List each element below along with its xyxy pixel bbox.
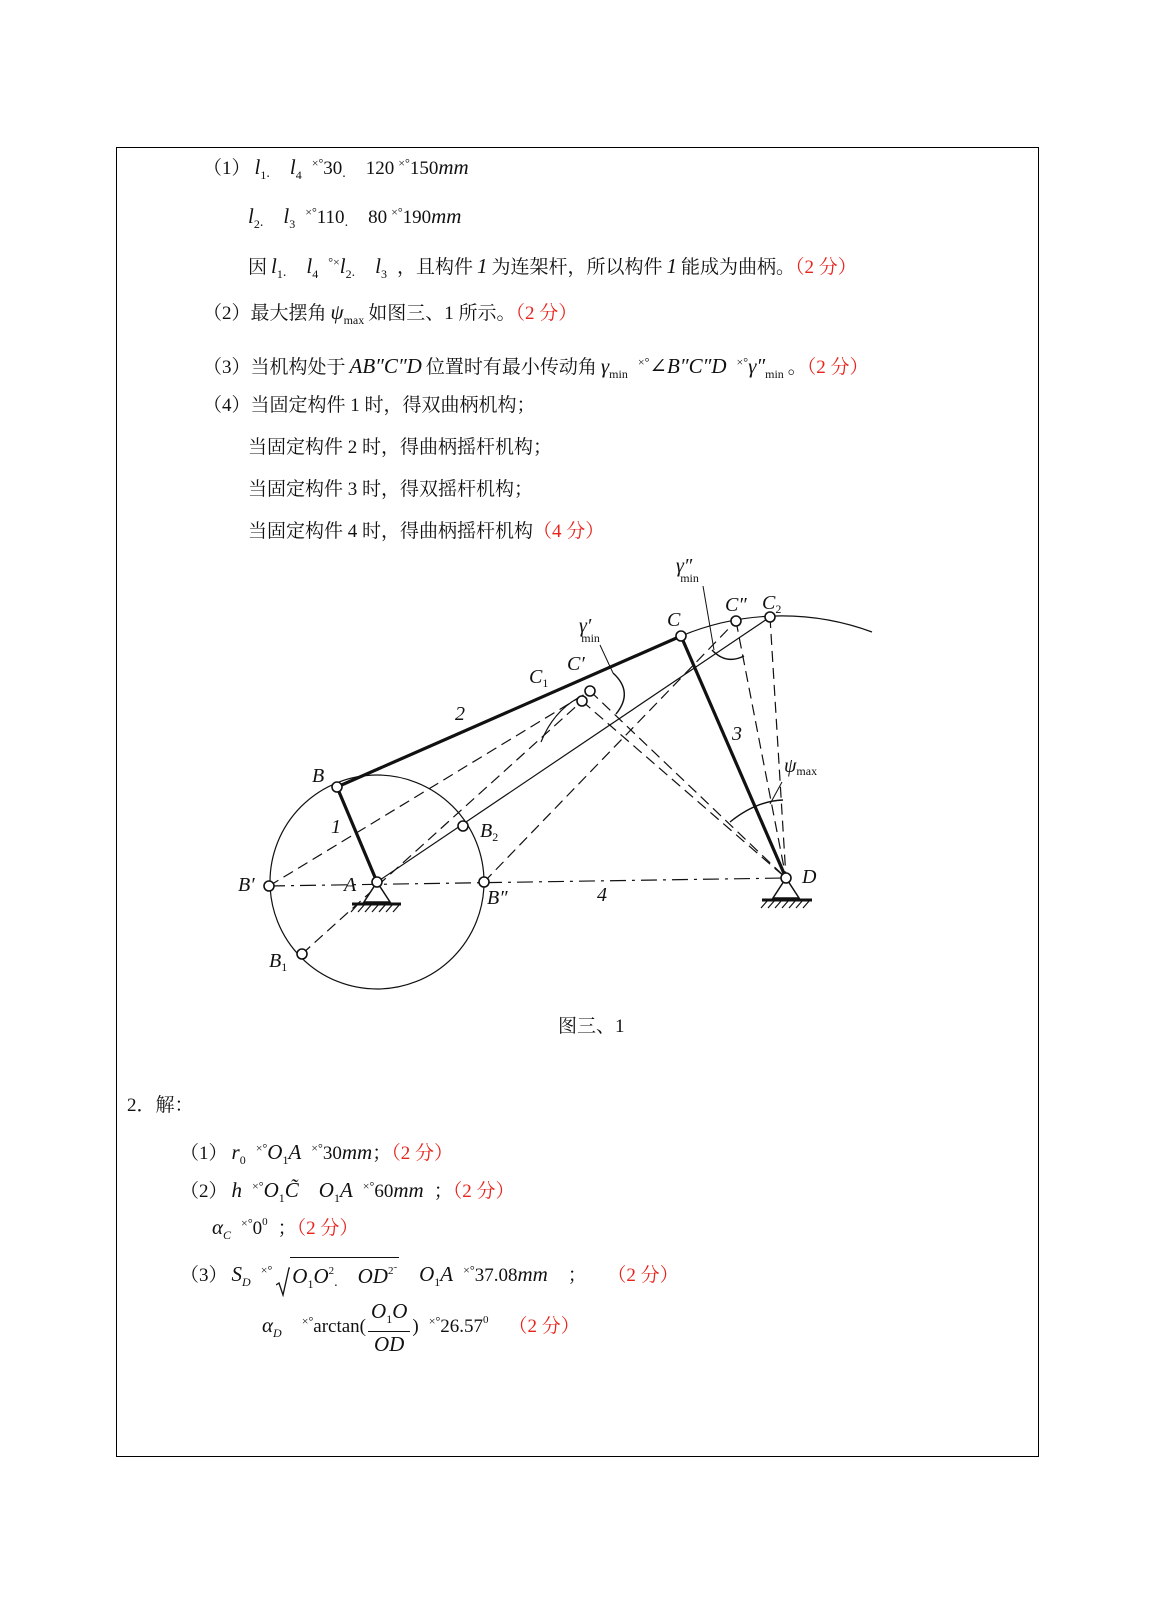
text: 最大摆角 xyxy=(250,303,327,324)
unit: mm xyxy=(438,155,469,179)
fraction-numerator xyxy=(368,1299,410,1332)
caption-text: 图三、1 xyxy=(558,1016,625,1037)
math-var: l xyxy=(339,254,346,278)
operator-glyph: ×° xyxy=(398,156,410,170)
subscript: 1 xyxy=(434,1275,441,1289)
q1-line-3 xyxy=(248,248,857,281)
subscript: 1 xyxy=(333,1191,340,1205)
math-var: l xyxy=(271,254,277,278)
mechanism-diagram xyxy=(117,545,1040,1005)
math-var: l xyxy=(254,155,261,179)
text: 如图三、1 所示。 xyxy=(368,303,516,324)
q2-line-4 xyxy=(180,1252,679,1291)
math-var: 1 xyxy=(476,254,488,278)
subscript: 1 xyxy=(282,1153,289,1167)
operator-glyph: ×° xyxy=(301,1314,314,1328)
math-var: 1 xyxy=(666,254,677,278)
subscript: D xyxy=(242,1275,251,1289)
label-b1: $B_1$ xyxy=(269,950,288,974)
link-3-cd xyxy=(681,636,786,878)
label-a: A xyxy=(344,874,357,896)
math-var: l xyxy=(283,204,290,228)
math-expr: ∠B″C″D xyxy=(649,354,727,378)
math-var: O xyxy=(267,1140,283,1164)
number: 120 xyxy=(365,158,395,179)
score-mark: （2 分） xyxy=(806,357,869,378)
subscript: 1 xyxy=(386,1312,393,1327)
subscript: 4 xyxy=(295,168,302,182)
operator-glyph: ×° xyxy=(311,156,324,170)
operator-glyph: ×° xyxy=(255,1141,268,1155)
function-name: arctan( xyxy=(313,1316,367,1337)
subscript: 1 xyxy=(260,168,267,182)
score-mark: （2 分） xyxy=(508,1316,580,1337)
label-link-4: 4 xyxy=(597,884,607,906)
math-var: h xyxy=(231,1178,243,1202)
subscript: 3 xyxy=(380,267,387,281)
item-number: （3） xyxy=(180,1265,228,1286)
label-link-2: 2 xyxy=(455,703,465,725)
math-var: l xyxy=(289,155,296,179)
dot-mark: . xyxy=(351,265,356,280)
link-1-ab xyxy=(337,787,377,882)
superscript: 2 xyxy=(387,1264,394,1277)
subscript: D xyxy=(273,1326,282,1340)
subscript: 0 xyxy=(239,1153,246,1167)
label-d: D xyxy=(802,866,817,888)
subscript: 2 xyxy=(345,267,352,281)
item-number: （4） xyxy=(203,395,251,416)
text: ； xyxy=(433,1181,453,1202)
joint-b-prime xyxy=(264,881,274,891)
label-b-prime: B′ xyxy=(238,874,255,896)
subscript: min xyxy=(609,367,628,381)
operator-glyph: °× xyxy=(328,255,340,269)
c-locus-arc-small xyxy=(541,698,578,742)
heading-text: 2．解： xyxy=(127,1095,194,1116)
math-var: O xyxy=(392,1299,408,1324)
text: 当固定构件 1 时，得双曲柄机构； xyxy=(250,395,536,416)
q1-line-5 xyxy=(203,348,869,381)
label-psi-max: ψmax xyxy=(784,755,818,778)
operator-glyph: ×° xyxy=(637,355,650,369)
operator-glyph: ×° xyxy=(260,1263,273,1277)
operator-glyph: ×° xyxy=(311,1141,323,1155)
gamma-p-arc xyxy=(613,673,624,714)
line-cpp-d xyxy=(736,621,786,878)
line-cp-d xyxy=(590,691,786,878)
q1-line-9 xyxy=(248,518,604,546)
text: 当固定构件 2 时，得曲柄摇杆机构； xyxy=(248,437,553,458)
number: 190 xyxy=(402,207,432,228)
subscript: 2 xyxy=(253,217,260,231)
math-var: C̃ xyxy=(284,1178,299,1202)
figure-caption xyxy=(558,1013,625,1041)
fraction xyxy=(368,1299,410,1356)
gamma-pp-arc xyxy=(712,650,744,659)
q1-line-4 xyxy=(203,298,577,326)
math-var: A xyxy=(440,1262,454,1286)
label-c2: $C_2$ xyxy=(762,592,782,616)
label-b: B xyxy=(312,765,325,787)
joint-b2 xyxy=(458,821,468,831)
gamma-pp-leader xyxy=(703,586,714,650)
unit: mm xyxy=(341,1140,373,1164)
text: 能成为曲柄。 xyxy=(681,257,796,278)
label-link-3: 3 xyxy=(732,723,742,745)
operator-glyph: ×° xyxy=(736,355,749,369)
joint-c-prime xyxy=(585,686,595,696)
number: 26.57 xyxy=(440,1316,484,1337)
item-number: （3） xyxy=(203,357,251,378)
math-var: O xyxy=(292,1263,308,1288)
label-gamma-pp-min: γ″ min xyxy=(676,555,699,585)
score-mark: （2 分） xyxy=(452,1181,515,1202)
operator-glyph: ×° xyxy=(428,1314,441,1328)
math-var: γ″ xyxy=(748,354,766,378)
math-var: l xyxy=(375,254,381,278)
joint-b xyxy=(332,782,342,792)
q2-line-1 xyxy=(180,1134,453,1167)
math-var: A xyxy=(339,1178,353,1202)
text: 当固定构件 4 时，得曲柄摇杆机构 xyxy=(248,521,534,542)
subscript: 1 xyxy=(307,1276,314,1291)
label-c-prime: C′ xyxy=(567,653,585,675)
dot-mark: . xyxy=(266,166,270,181)
subscript: 4 xyxy=(312,267,319,281)
q2-line-5 xyxy=(262,1290,580,1357)
number: 0 xyxy=(252,1218,263,1239)
math-var: O xyxy=(419,1262,435,1286)
math-var: α xyxy=(262,1313,274,1337)
q2-line-3 xyxy=(212,1208,359,1242)
operator-glyph: ×° xyxy=(305,205,317,219)
label-c-double-prime: C″ xyxy=(725,594,747,616)
item-number: （1） xyxy=(180,1143,228,1164)
joint-d xyxy=(781,873,791,883)
label-c1: $C_1$ xyxy=(529,666,549,690)
number: 110 xyxy=(316,207,345,228)
math-var: OD xyxy=(357,1263,388,1288)
superscript: 0 xyxy=(262,1216,268,1228)
text: ； xyxy=(567,1265,587,1286)
math-var: O xyxy=(371,1299,387,1324)
item-number: （1） xyxy=(203,158,251,179)
label-link-1: 1 xyxy=(331,816,341,838)
dot-mark: . xyxy=(282,265,287,280)
score-mark: （2 分） xyxy=(795,257,857,278)
item-number: （2） xyxy=(180,1181,228,1202)
text: 当机构处于 xyxy=(250,357,346,378)
fraction-denominator: OD xyxy=(374,1332,405,1357)
q2-heading xyxy=(127,1092,194,1120)
subscript: min xyxy=(765,367,784,381)
superscript: 2 xyxy=(328,1264,335,1277)
math-var: ψ xyxy=(330,300,344,324)
subscript: C xyxy=(223,1228,232,1242)
operator-glyph: ×° xyxy=(252,1179,264,1193)
text: 。 xyxy=(787,357,807,378)
math-var: l xyxy=(306,254,313,278)
dot-mark: . xyxy=(334,1274,338,1290)
text: 位置时有最小传动角 xyxy=(425,357,597,378)
label-gamma-p-min: γ′ min xyxy=(579,615,600,645)
unit: mm xyxy=(517,1262,548,1286)
dot-mark: . xyxy=(259,215,264,230)
operator-glyph: ×° xyxy=(362,1179,375,1193)
close-paren: ) xyxy=(412,1316,419,1337)
dot-mark: . xyxy=(342,166,346,181)
subscript: 1 xyxy=(278,1191,285,1205)
math-var: l xyxy=(248,204,254,228)
superscript: 0 xyxy=(483,1314,489,1326)
joint-c xyxy=(676,631,686,641)
number: 150 xyxy=(409,158,439,179)
joint-c1 xyxy=(577,696,587,706)
number: 60 xyxy=(374,1181,394,1202)
unit: mm xyxy=(393,1178,424,1202)
line-c1-d xyxy=(582,701,786,878)
item-number: （2） xyxy=(203,303,251,324)
math-var: S xyxy=(231,1262,243,1286)
math-var: O xyxy=(313,1263,329,1288)
text: 当固定构件 3 时，得双摇杆机构； xyxy=(248,479,534,500)
q1-line-7 xyxy=(248,434,552,462)
math-var: O xyxy=(318,1178,334,1202)
line-bp-cp xyxy=(269,691,590,886)
dot-mark: . xyxy=(344,215,349,230)
text: 因 xyxy=(248,257,268,278)
number: 37.08 xyxy=(474,1265,518,1286)
q1-line-8 xyxy=(248,476,533,504)
label-c: C xyxy=(667,609,681,631)
math-var: r xyxy=(231,1140,240,1164)
subscript: 3 xyxy=(289,217,296,231)
joint-b1 xyxy=(297,949,307,959)
score-mark: （2 分） xyxy=(391,1143,453,1164)
line-bpp-cpp xyxy=(484,621,736,882)
operator-glyph: ×° xyxy=(391,205,403,219)
text: ； xyxy=(372,1143,392,1164)
text: ； xyxy=(277,1218,297,1239)
tilde-mark: ˜ xyxy=(393,1264,398,1277)
q2-line-2 xyxy=(180,1172,515,1205)
label-b-double-prime: B″ xyxy=(487,887,508,909)
math-expr: AB″C″D xyxy=(349,354,422,378)
math-var: γ xyxy=(600,354,610,378)
q1-line-1 xyxy=(203,149,469,182)
q1-line-6 xyxy=(203,392,536,420)
math-var: O xyxy=(263,1178,279,1202)
joint-c-double-prime xyxy=(731,616,741,626)
subscript: 1 xyxy=(276,267,283,281)
number: 80 xyxy=(368,207,388,228)
q1-line-2 xyxy=(248,198,462,231)
joint-b-double-prime xyxy=(479,877,489,887)
unit: mm xyxy=(431,204,462,228)
label-b2: $B_2$ xyxy=(480,820,499,844)
operator-glyph: ×° xyxy=(463,1263,475,1277)
joint-a xyxy=(372,877,382,887)
line-b1-c1 xyxy=(302,701,582,954)
score-mark: （2 分） xyxy=(616,1265,679,1286)
number: 30 xyxy=(322,1143,342,1164)
math-var: α xyxy=(212,1215,224,1239)
score-mark: （2 分） xyxy=(296,1218,359,1239)
subscript: max xyxy=(343,313,365,327)
math-var: A xyxy=(288,1140,302,1164)
text: 为连架杆，所以构件 xyxy=(491,257,663,278)
score-mark: （2 分） xyxy=(515,303,578,324)
number: 30 xyxy=(323,158,343,179)
operator-glyph: ×° xyxy=(241,1216,253,1230)
score-mark: （4 分） xyxy=(533,521,605,542)
text: ，且构件 xyxy=(396,257,473,278)
